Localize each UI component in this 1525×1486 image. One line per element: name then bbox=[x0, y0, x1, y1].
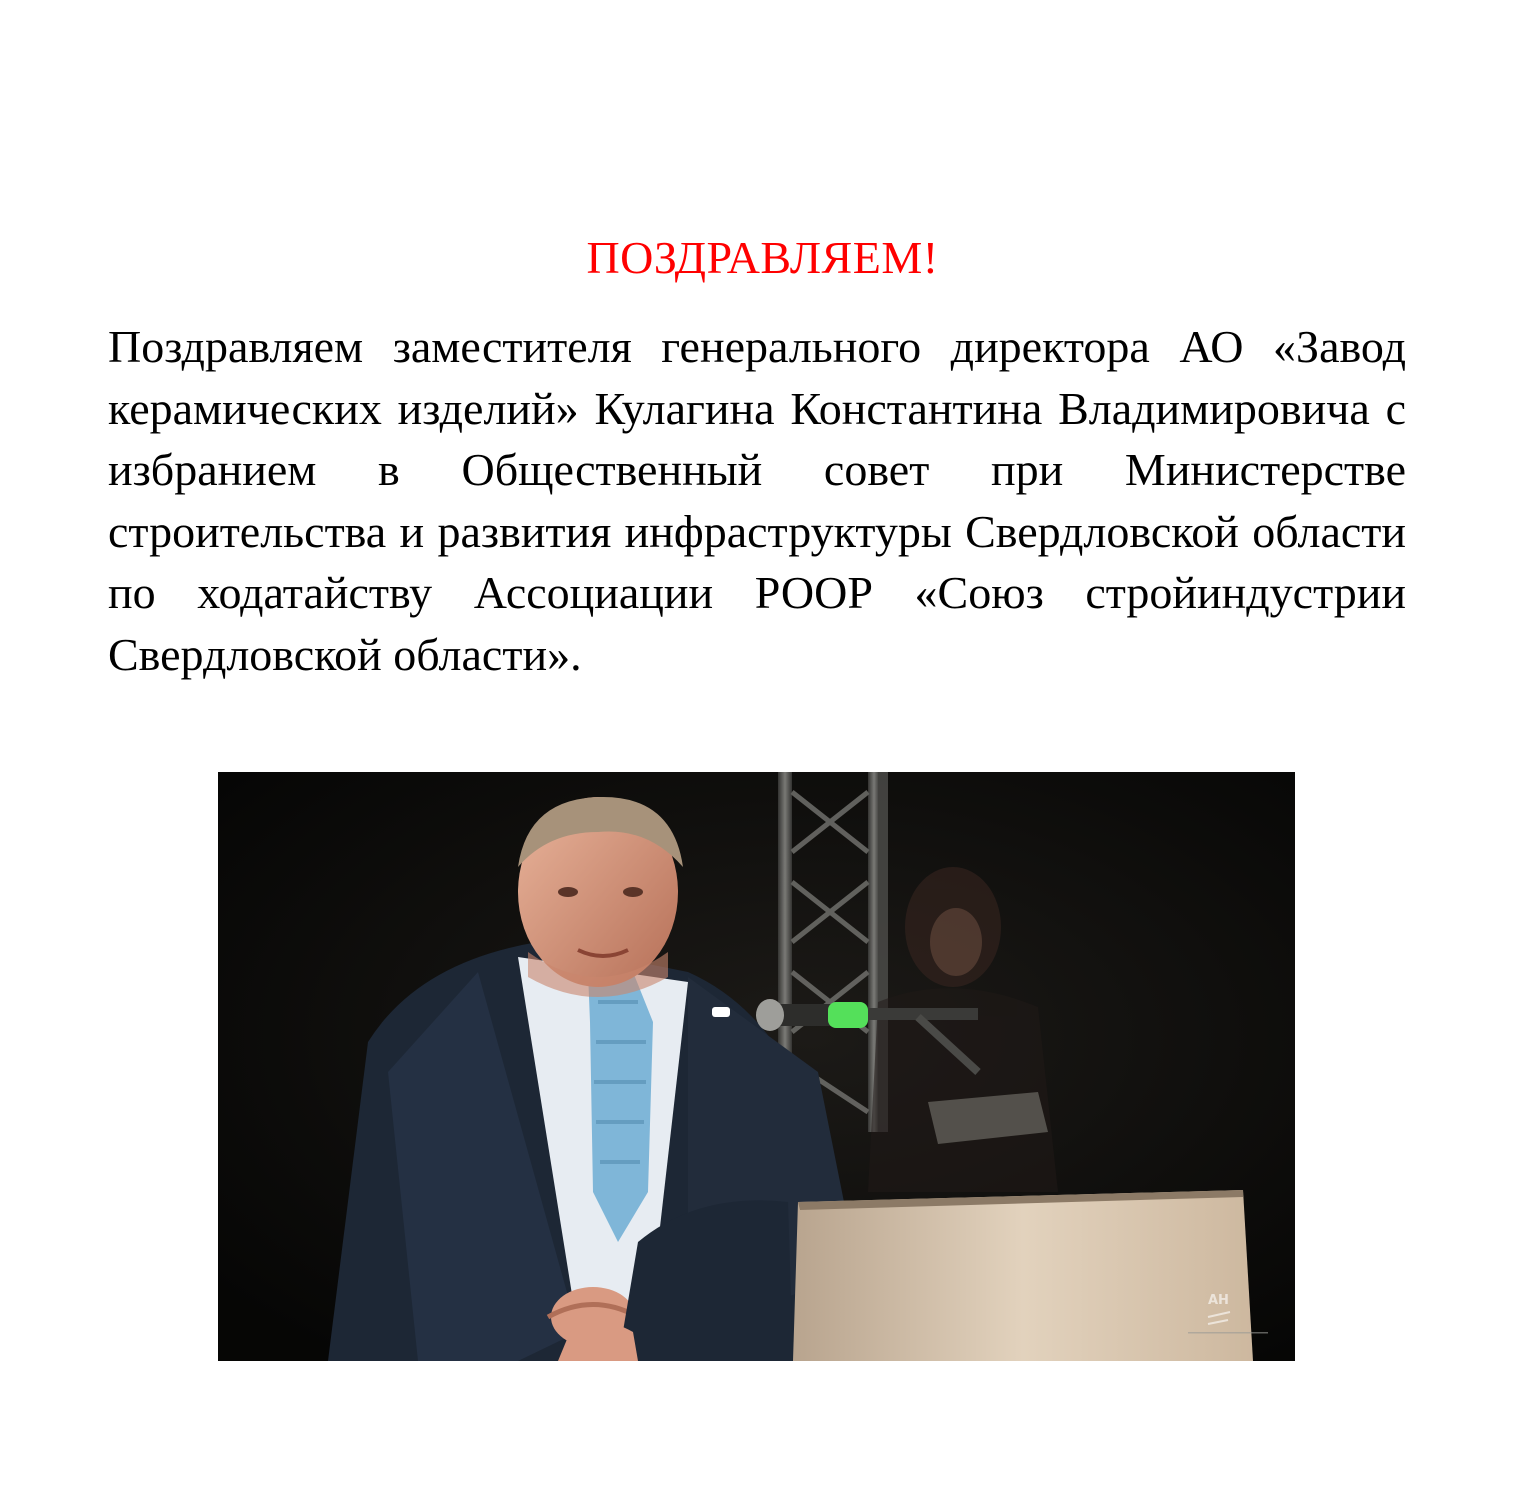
svg-text:АН: АН bbox=[1208, 1293, 1229, 1308]
page-heading: ПОЗДРАВЛЯЕМ! bbox=[586, 232, 939, 283]
speaker-photo-illustration bbox=[218, 772, 1295, 1361]
congratulation-text: Поздравляем заместителя генерального директора АО «Завод керамических изделий» Кулагина Константина Владимировича с избранием в Общественный совет при Министерстве строительства и развития инфраструктуры Свердловской области по ходатайству Ассоциации РООР «Союз стройиндустрии Свердловской области». bbox=[108, 321, 1406, 680]
speaker-photo bbox=[218, 772, 1295, 1361]
speaker-head bbox=[518, 797, 683, 997]
lapel-pin-icon bbox=[712, 1007, 730, 1017]
